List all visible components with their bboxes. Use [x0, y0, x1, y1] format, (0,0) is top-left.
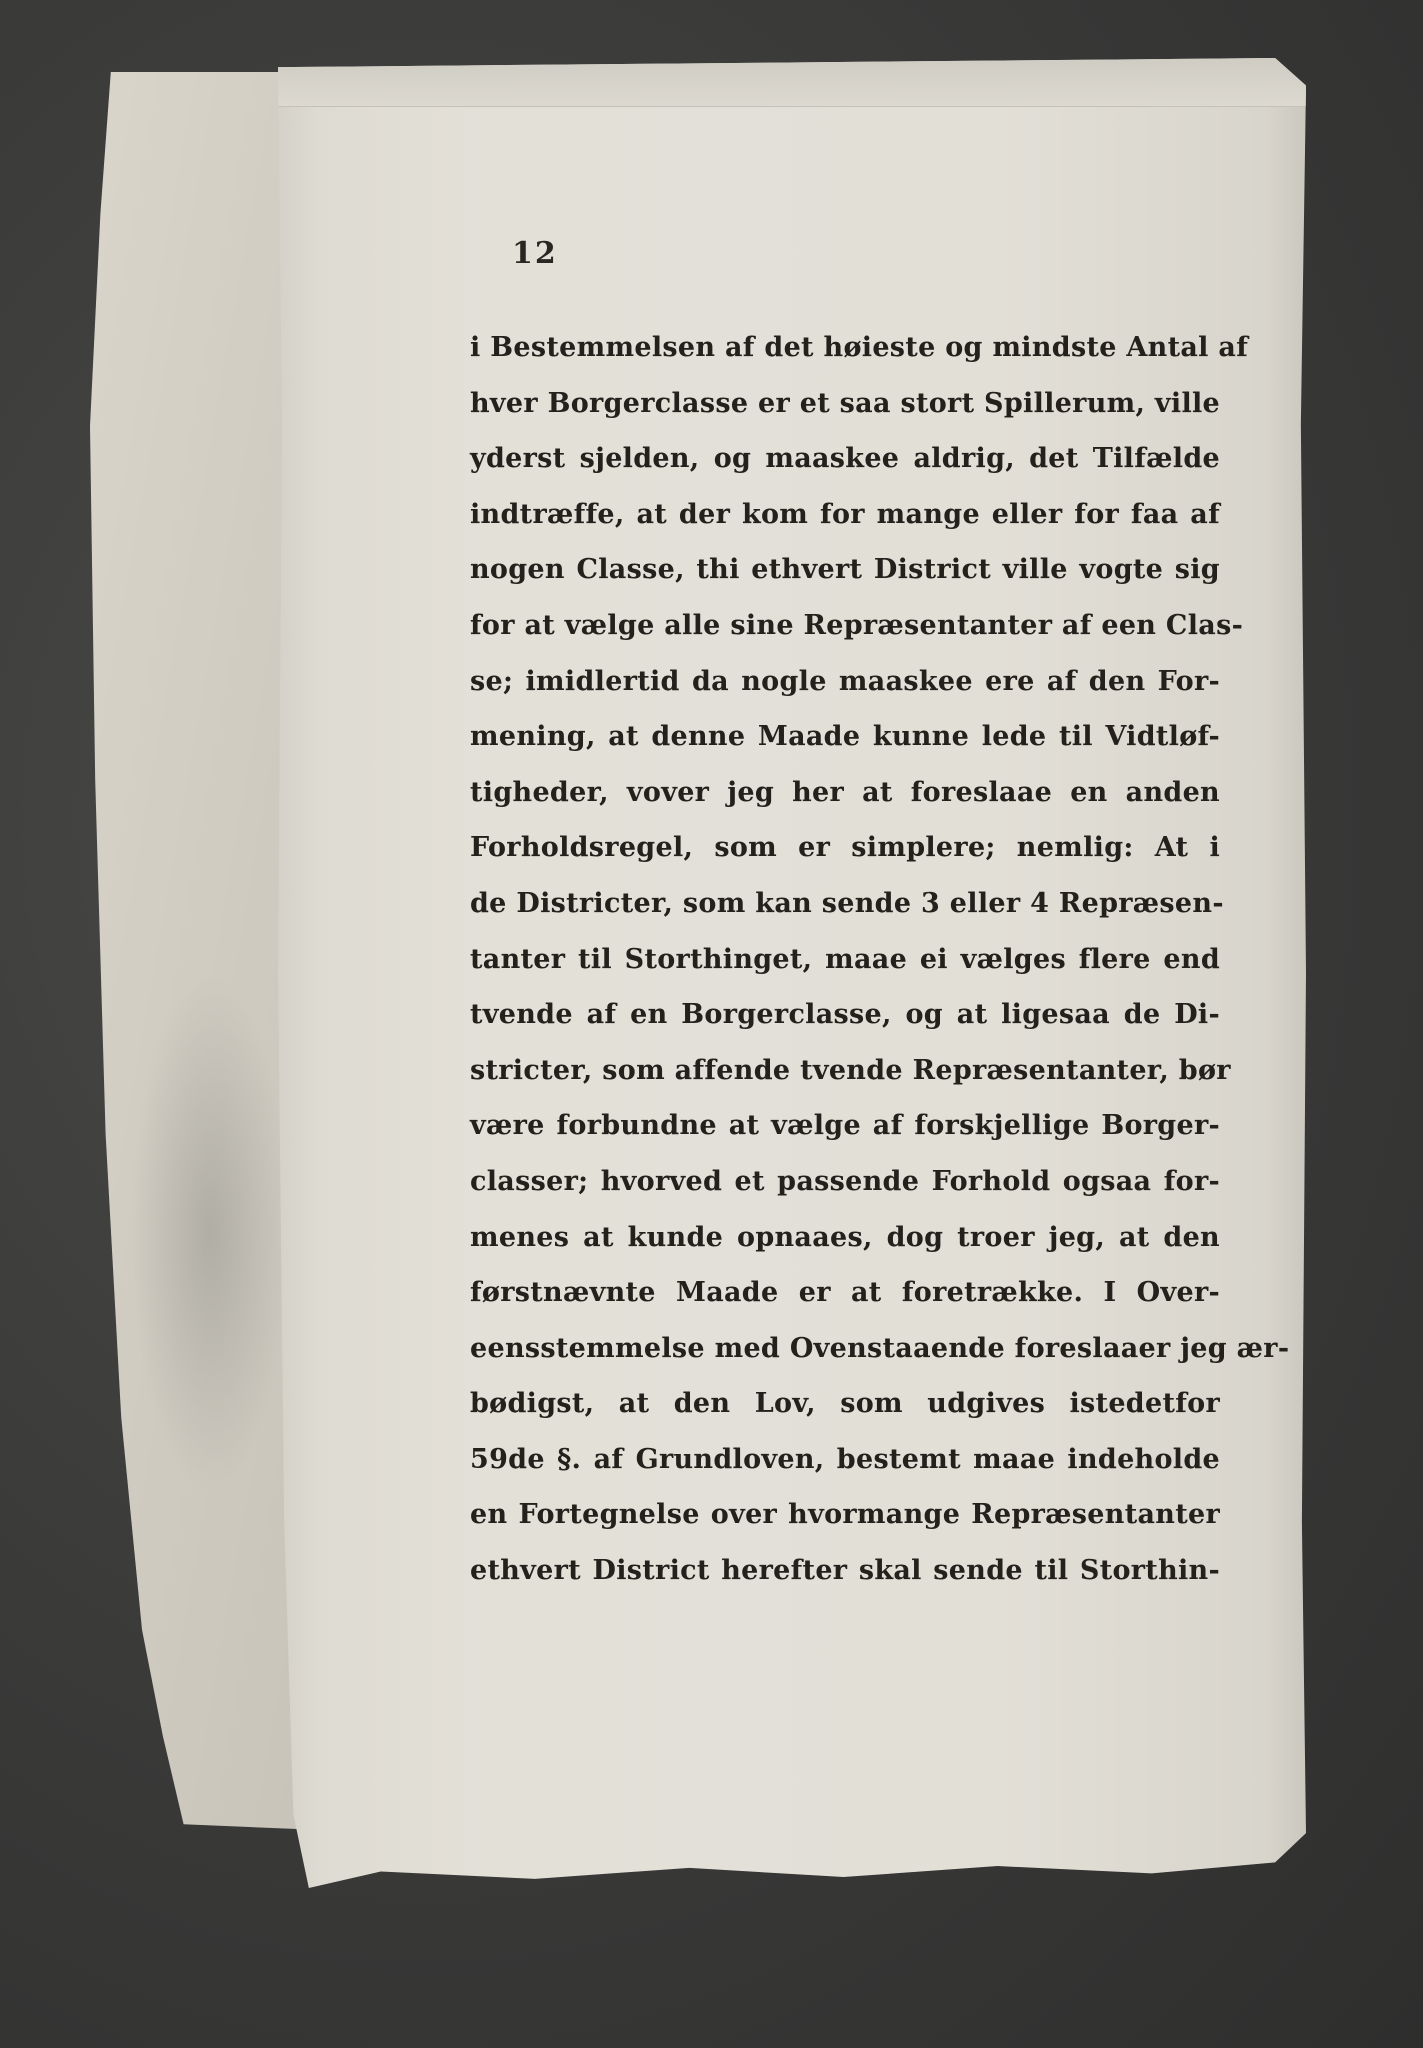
text-line: mening, at denne Maade kunne lede til Vidtløf-: [470, 721, 1220, 753]
text-line: 59de §. af Grundloven, bestemt maae indeholde: [470, 1443, 1220, 1475]
text-line: ethvert District herefter skal sende til Storthin-: [470, 1555, 1220, 1587]
text-line: indtræffe, at der kom for mange eller for faa af: [470, 498, 1220, 530]
text-line: yderst sjelden, og maaskee aldrig, det Tilfælde: [470, 443, 1220, 475]
body-text: [470, 320, 1290, 1599]
text-line: tanter til Storthinget, maae ei vælges flere end: [470, 943, 1220, 975]
text-line: de Districter, som kan sende 3 eller 4 Repræsen-: [470, 887, 1224, 919]
text-line: eensstemmelse med Ovenstaaende foreslaaer jeg ær-: [470, 1332, 1290, 1364]
text-line: en Fortegnelse over hvormange Repræsentanter: [470, 1499, 1220, 1531]
text-line: Forholdsregel, som er simplere; nemlig: At i: [470, 832, 1220, 864]
text-line: for at vælge alle sine Repræsentanter af een Clas-: [470, 609, 1244, 641]
text-line: se; imidlertid da nogle maaskee ere af den For-: [470, 665, 1220, 697]
text-line: være forbundne at vælge af forskjellige Borger-: [470, 1110, 1220, 1142]
text-line: tvende af en Borgerclasse, og at ligesaa de Di-: [470, 999, 1220, 1031]
text-line: hver Borgerclasse er et saa stort Spillerum, ville: [470, 387, 1221, 419]
text-line: bødigst, at den Lov, som udgives istedetfor: [470, 1388, 1220, 1420]
text-line: i Bestemmelsen af det høieste og mindste Antal af: [470, 332, 1249, 363]
page-number: 12: [512, 236, 558, 271]
text-line: menes at kunde opnaaes, dog troer jeg, at den: [470, 1221, 1220, 1253]
text-line: stricter, som affende tvende Repræsentanter, bør: [470, 1054, 1231, 1086]
text-line: førstnævnte Maade er at foretrække. I Over-: [470, 1277, 1220, 1309]
text-line: classer; hvorved et passende Forhold ogsaa for-: [470, 1165, 1220, 1197]
text-line: tigheder, vover jeg her at foreslaae en anden: [470, 776, 1220, 808]
text-line: nogen Classe, thi ethvert District ville vogte sig: [470, 554, 1220, 586]
